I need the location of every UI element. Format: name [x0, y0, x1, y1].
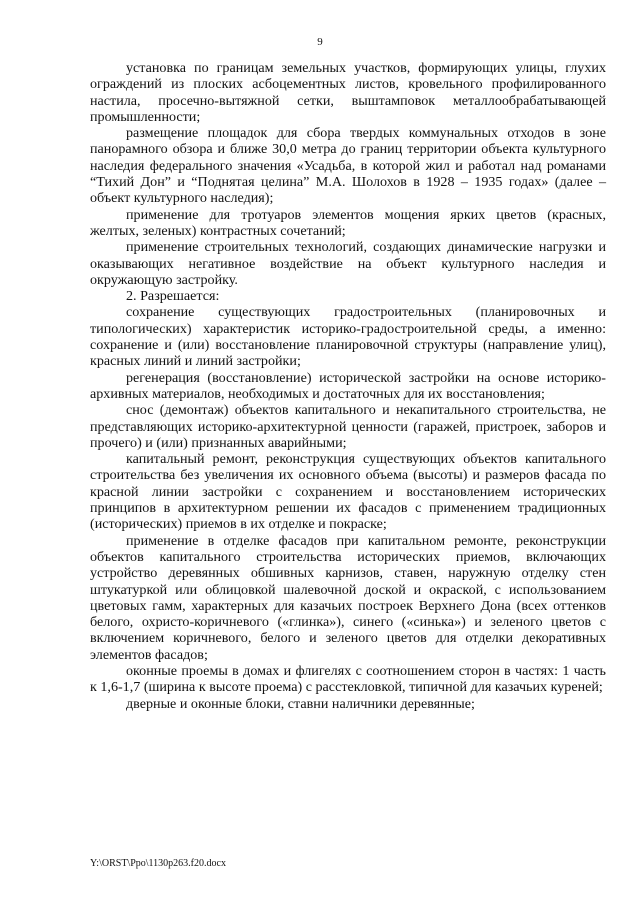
paragraph-fences: установка по границам земельных участков, формирующих улицы, глухих ограждений из плоских асбоцементных листов, кровельного профилированного настила, просечно-вытяжной сетки, выштамповок металлообрабатывающей промышленности; — [90, 60, 606, 125]
paragraph-capital-repair: капитальный ремонт, реконструкция существующих объектов капитального строительства без увеличения их основного объема (высоты) и размеров фасада по красной линии застройки с сохранением и восстановлением исторических принципов в архитектурном решении их фасадов с применением традиционных (исторических) приемов в их отделке и покраске; — [90, 451, 606, 533]
paragraph-door-window-blocks: дверные и оконные блоки, ставни наличники деревянные; — [126, 695, 475, 712]
paragraph-demolition: снос (демонтаж) объектов капитального и некапитального строительства, не представляющих историко-архитектурной ценности (гаражей, пристроек, заборов и прочего) и (или) признанных аварийными; — [90, 402, 606, 451]
paragraph-waste-sites: размещение площадок для сбора твердых коммунальных отходов в зоне панорамного обзора и ближе 30,0 метра до границ территории объекта культурного наследия федерального значения «Усадьба, в которой жил и работал над романами “Тихий Дон” и “Поднятая целина” М.А. Шолохов в 1928 – 1935 годах» (далее – объект культурного наследия); — [90, 125, 606, 207]
paragraph-construction-technologies: применение строительных технологий, создающих динамические нагрузки и оказывающих негативное воздействие на объект культурного наследия и окружающую застройку. — [90, 239, 606, 288]
page-number: 9 — [317, 36, 323, 48]
paragraph-preservation: сохранение существующих градостроительных (планировочных и типологических) характеристик историко-градостроительной среды, а именно: сохранение и (или) восстановление планировочной структуры (направление улиц), красных линий и линий застройки; — [90, 304, 606, 370]
section-heading-permitted: 2. Разрешается: — [126, 288, 220, 305]
paragraph-regeneration: регенерация (восстановление) исторической застройки на основе историко-архивных материалов, необходимых и достаточных для их восстановления; — [90, 369, 606, 402]
document-body — [90, 60, 606, 712]
paragraph-window-openings: оконные проемы в домах и флигелях с соотношением сторон в частях: 1 часть к 1,6-1,7 (ширина к высоте проема) с расстекловкой, типичной для казачьих куреней; — [90, 662, 606, 696]
paragraph-paving-colors: применение для тротуаров элементов мощения ярких цветов (красных, желтых, зеленых) контрастных сочетаний; — [90, 206, 606, 239]
file-path-footer: Y:\ORST\Ppo\1130p263.f20.docx — [90, 858, 226, 869]
paragraph-facade-finishing: применение в отделке фасадов при капитальном ремонте, реконструкции объектов капитального строительства исторических приемов, включающих устройство деревянных обшивных карнизов, ставен, наружную отделку стен штукатуркой или облицовкой шалевочной доской и окраской, с использованием цветовых гамм, характерных для казачьих построек Верхнего Дона (всех оттенков белого, охристо-коричневого («глинка»), синего («синька») и зеленого цветов с включением коричневого, белого и зеленого цветов для отделки декоративных элементов фасадов; — [90, 532, 606, 663]
